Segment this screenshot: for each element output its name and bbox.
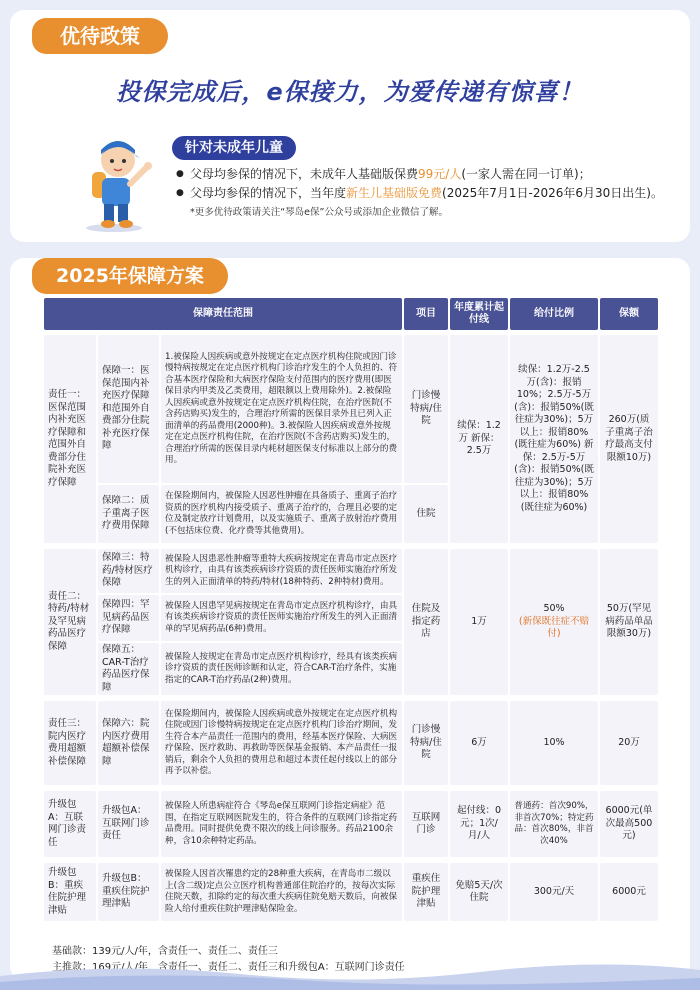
policy-note: *更多优待政策请关注“琴岛e保”公众号或添加企业微信了解。 <box>190 207 448 218</box>
resp2-p4-name: 保障四：罕见病药品医疗保障 <box>98 595 159 641</box>
resp2-limit: 50万(罕见病药品单品限额30万) <box>600 549 658 695</box>
header-item: 项目 <box>404 298 448 330</box>
resp2-item: 住院及指定药店 <box>404 549 448 695</box>
pkgB-item: 重疾住院护理津贴 <box>404 863 448 921</box>
child-illustration-icon <box>74 128 164 232</box>
resp2-p4-desc: 被保险人因患罕见病按规定在青岛市定点医疗机构诊疗，由具有该类疾病诊疗资质的责任医师实施治疗所发生的列入正面清单的罕见病药品(6种)费用。 <box>161 595 402 641</box>
resp3-limit: 20万 <box>600 701 658 785</box>
policy-bullet: ● 父母均参保的情况下，当年度新生儿基础版免费(2025年7月1日-2026年6月30日出生)。 <box>176 185 676 202</box>
children-policy-tag: 针对未成年儿童 <box>172 136 296 160</box>
resp1-p2-item: 住院 <box>404 485 448 543</box>
resp3-item: 门诊慢特病/住院 <box>404 701 448 785</box>
resp1-ratio: 续保：1.2万-2.5万(含)：报销10%；2.5万-5万(含)：报销50%(既往症为30%)；5万以上：报销80%(既往症为60%) 新保：2.5万-5万(含)：报销50%(既往症为30%)；5万以上：报销80%(既往症为60%) <box>510 335 598 543</box>
policy-section-tag: 优待政策 <box>32 18 168 54</box>
resp3-label: 责任三：院内医疗费用超额补偿保障 <box>44 701 96 785</box>
main-plan-note: 主推款：169元/人/年，含责任一、责任二、责任三和升级包A：互联网门诊责任 <box>52 962 405 973</box>
basic-plan-note: 基础款：139元/人/年，含责任一、责任二、责任三 <box>52 946 278 957</box>
resp1-deductible: 续保：1.2万 新保：2.5万 <box>450 335 508 543</box>
resp3-p6-desc: 在保险期间内，被保险人因疾病或意外按规定在定点医疗机构住院或因门诊慢特病按规定在定点医疗机构门诊治疗期间，发生符合本产品责任一范围内的费用，经基本医疗保险、大病医疗保险、医疗救助、再救助等医保基金报销、本产品责任一报销后，剩余个人负担的费用总和超过本责任起付线以上的部分再予以补偿。 <box>161 701 402 785</box>
resp2-deductible: 1万 <box>450 549 508 695</box>
headline: 投保完成后，e保接力，为爱传递有惊喜！ <box>116 78 584 106</box>
pkgA-desc: 被保险人所患病症符合《琴岛e保互联网门诊指定病症》范围，在指定互联网医院发生的，符合条件的互联网门诊指定药品费用。同时提供免费不限次的线上问诊服务。药品2100余种，含10余种特定药品。 <box>161 791 402 857</box>
pkgB-deductible: 免赔5天/次住院 <box>450 863 508 921</box>
resp3-p6-name: 保障六：院内医疗费用超额补偿保障 <box>98 701 159 785</box>
resp2-p3-desc: 被保险人因患恶性肿瘤等重特大疾病按规定在青岛市定点医疗机构诊疗，由具有该类疾病诊疗资质的责任医师实施治疗所发生的列入正面清单的特药/特材(18种特药、2种特材)费用。 <box>161 549 402 593</box>
resp1-p2-name: 保障二：质子重离子医疗费用保障 <box>98 485 159 543</box>
resp2-ratio-note: (新保既往症不赔付) <box>518 615 590 640</box>
header-scope: 保障责任范围 <box>44 298 402 330</box>
pkgA-deductible: 起付线：0元；1次/月/人 <box>450 791 508 857</box>
pkgB-name: 升级包B：重疾住院护理津贴 <box>98 863 159 921</box>
decorative-wave-icon <box>0 962 700 990</box>
resp2-label: 责任二：特药/特材及罕见病药品医疗保障 <box>44 549 96 695</box>
policy-bullet: ● 父母均参保的情况下，未成年人基础版保费99元/人(一家人需在同一订单)； <box>176 166 676 183</box>
pkgA-ratio: 普通药：首次90%，非首次70%；特定药品：首次80%，非首次40% <box>510 791 598 857</box>
resp1-label: 责任一：医保范围内补充医疗保障和范围外自费部分住院补充医疗保障 <box>44 335 96 543</box>
resp2-ratio: 50% <box>543 603 565 615</box>
header-deductible: 年度累计起付线 <box>450 298 508 330</box>
pkgB-label: 升级包B：重疾住院护理津贴 <box>44 863 96 921</box>
header-ratio: 给付比例 <box>510 298 598 330</box>
policy-bullets <box>176 166 676 221</box>
resp3-ratio: 10% <box>510 701 598 785</box>
pkgA-label: 升级包A：互联网门诊责任 <box>44 791 96 857</box>
header-limit: 保额 <box>600 298 658 330</box>
resp1-p1-desc: 1.被保险人因疾病或意外按规定在定点医疗机构住院或因门诊慢特病按规定在定点医疗机构门诊治疗发生的个人负担的、符合基本医疗保险和大病医疗保险支付范围内的医疗费用(即医保目录内甲类及乙类费用，超限额以上费用除外)。2.被保险人因疾病或意外按规定在定点医疗机构住院，在治疗医院(不含药店购买)发生的，合理治疗所需的医保目录外且已列入正面清单的药品费用(2000种)。3.被保险人因疾病或意外按规定在定点医疗机构住院，在治疗医院(不含药店购买)发生的，合理治疗所需的医保目录内耗材超医保支付标准以上部分的费用。 <box>161 335 402 483</box>
pkgA-limit: 6000元(单次最高500元) <box>600 791 658 857</box>
resp2-ratio-cell <box>510 549 598 695</box>
resp2-p3-name: 保障三：特药/特材医疗保障 <box>98 549 159 593</box>
resp2-p5-desc: 被保险人按规定在青岛市定点医疗机构诊疗，经具有该类疾病诊疗资质的责任医师诊断和认定，符合CAR-T治疗条件，实施指定的CAR-T治疗药品(2种)费用。 <box>161 643 402 695</box>
pkgA-name: 升级包A：互联网门诊责任 <box>98 791 159 857</box>
pkgB-limit: 6000元 <box>600 863 658 921</box>
pkgB-ratio: 300元/天 <box>510 863 598 921</box>
pkgA-item: 互联网门诊 <box>404 791 448 857</box>
coverage-table <box>44 298 656 936</box>
resp3-deductible: 6万 <box>450 701 508 785</box>
resp1-p1-name: 保障一：医保范围内补充医疗保障和范围外自费部分住院补充医疗保障 <box>98 335 159 483</box>
plan-section-tag: 2025年保障方案 <box>32 258 228 294</box>
resp1-p1-item: 门诊慢特病/住院 <box>404 335 448 483</box>
resp1-limit: 260万(质子重离子治疗最高支付限额10万) <box>600 335 658 543</box>
resp1-p2-desc: 在保险期间内，被保险人因恶性肿瘤在具备质子、重离子治疗资质的医疗机构内接受质子、重离子治疗的，合理且必要的定位及制定放疗计划费用，以及实施质子、重离子放射治疗费用(不包括床位费、化疗费等其他费用)。 <box>161 485 402 543</box>
pkgB-desc: 被保险人因首次罹患约定的28种重大疾病，在青岛市二级以上(含二级)定点公立医疗机构普通部住院治疗的，按每次实际住院天数，扣除约定的每次重大疾病住院免赔天数后，向被保险人给付重疾住院护理津贴保险金。 <box>161 863 402 921</box>
resp2-p5-name: 保障五：CAR-T治疗药品医疗保障 <box>98 643 159 695</box>
